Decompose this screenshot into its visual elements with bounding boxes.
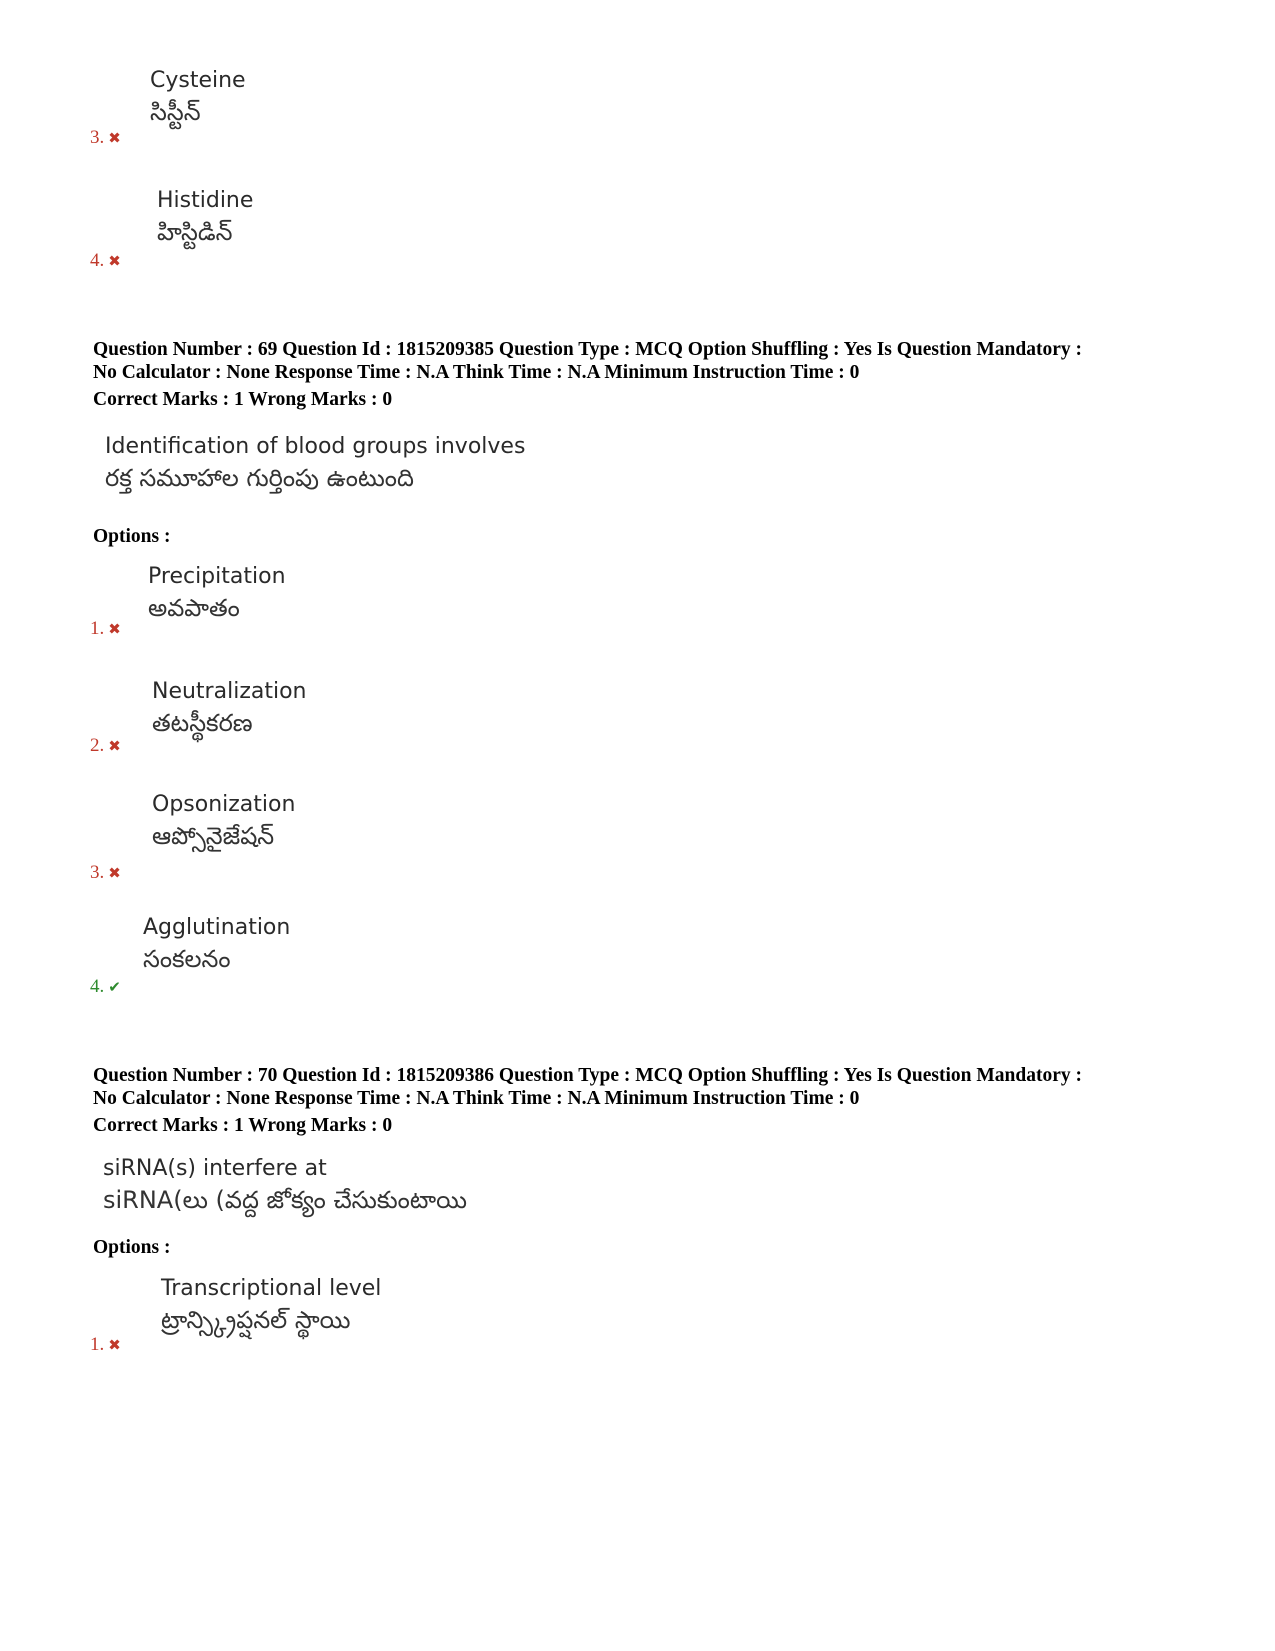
option-text-en: Histidine [157,188,254,213]
option-number: 3. ✖ [90,862,121,883]
question-marks: Correct Marks : 1 Wrong Marks : 0 [93,389,393,410]
option-text-te: హిస్టిడిన్ [157,218,233,247]
option-text-en: Neutralization [152,679,307,704]
question-meta: Question Number : 70 Question Id : 1815209386 Question Type : MCQ Option Shuffling : Yes Is Question Mandatory : No Calculator : None Response Time : N.A Think Time : N.A Minimum Instruction Time : 0 [93,1065,1082,1109]
option-text-te: ఆప్సోనైజేషన్ [152,822,275,851]
option-number: 4. ✖ [90,250,121,271]
options-label: Options : [93,526,171,547]
options-label: Options : [93,1237,171,1258]
question-stem [103,1156,467,1215]
option-text-te: అవపాతం [148,594,240,623]
question-meta: Question Number : 69 Question Id : 1815209385 Question Type : MCQ Option Shuffling : Yes Is Question Mandatory : No Calculator : None Response Time : N.A Think Time : N.A Minimum Instruction Time : 0 [93,339,1082,383]
question-stem [105,434,525,493]
option-text-te: తటస్థీకరణ [152,709,253,738]
option-text-en: Cysteine [150,68,246,93]
option-text-te: సంకలనం [143,945,231,974]
cross-icon: ✖ [108,129,121,147]
question-stem-te: రక్త సమూహాల గుర్తింపు ఉంటుంది [105,464,414,493]
question-stem-en: siRNA(s) interfere at [103,1156,327,1181]
option-number: 3. ✖ [90,127,121,148]
question-stem-te: siRNA(లు (వద్ద జోక్యం చేసుకుంటాయి [103,1186,467,1215]
option-image [157,188,253,247]
option-image [161,1276,381,1335]
option-text-en: Opsonization [152,792,296,817]
option-number: 1. ✖ [90,1334,121,1355]
cross-icon: ✖ [108,252,121,270]
option-image [152,679,306,738]
option-text-en: Precipitation [148,564,286,589]
question-marks: Correct Marks : 1 Wrong Marks : 0 [93,1115,393,1136]
option-image [148,564,286,623]
check-icon: ✔ [108,978,121,996]
option-number: 4. ✔ [90,976,121,997]
option-text-en: Agglutination [143,915,291,940]
option-image [152,792,295,851]
cross-icon: ✖ [108,620,121,638]
cross-icon: ✖ [108,1336,121,1354]
question-stem-en: Identification of blood groups involves [105,434,526,459]
option-image [150,68,246,127]
cross-icon: ✖ [108,864,121,882]
option-image [143,915,290,974]
cross-icon: ✖ [108,737,121,755]
option-number: 1. ✖ [90,618,121,639]
option-text-te: ట్రాన్స్క్రిప్షనల్ స్థాయి [161,1306,351,1335]
option-text-te: సిస్టీన్ [150,98,201,127]
option-number: 2. ✖ [90,735,121,756]
option-text-en: Transcriptional level [161,1276,382,1301]
